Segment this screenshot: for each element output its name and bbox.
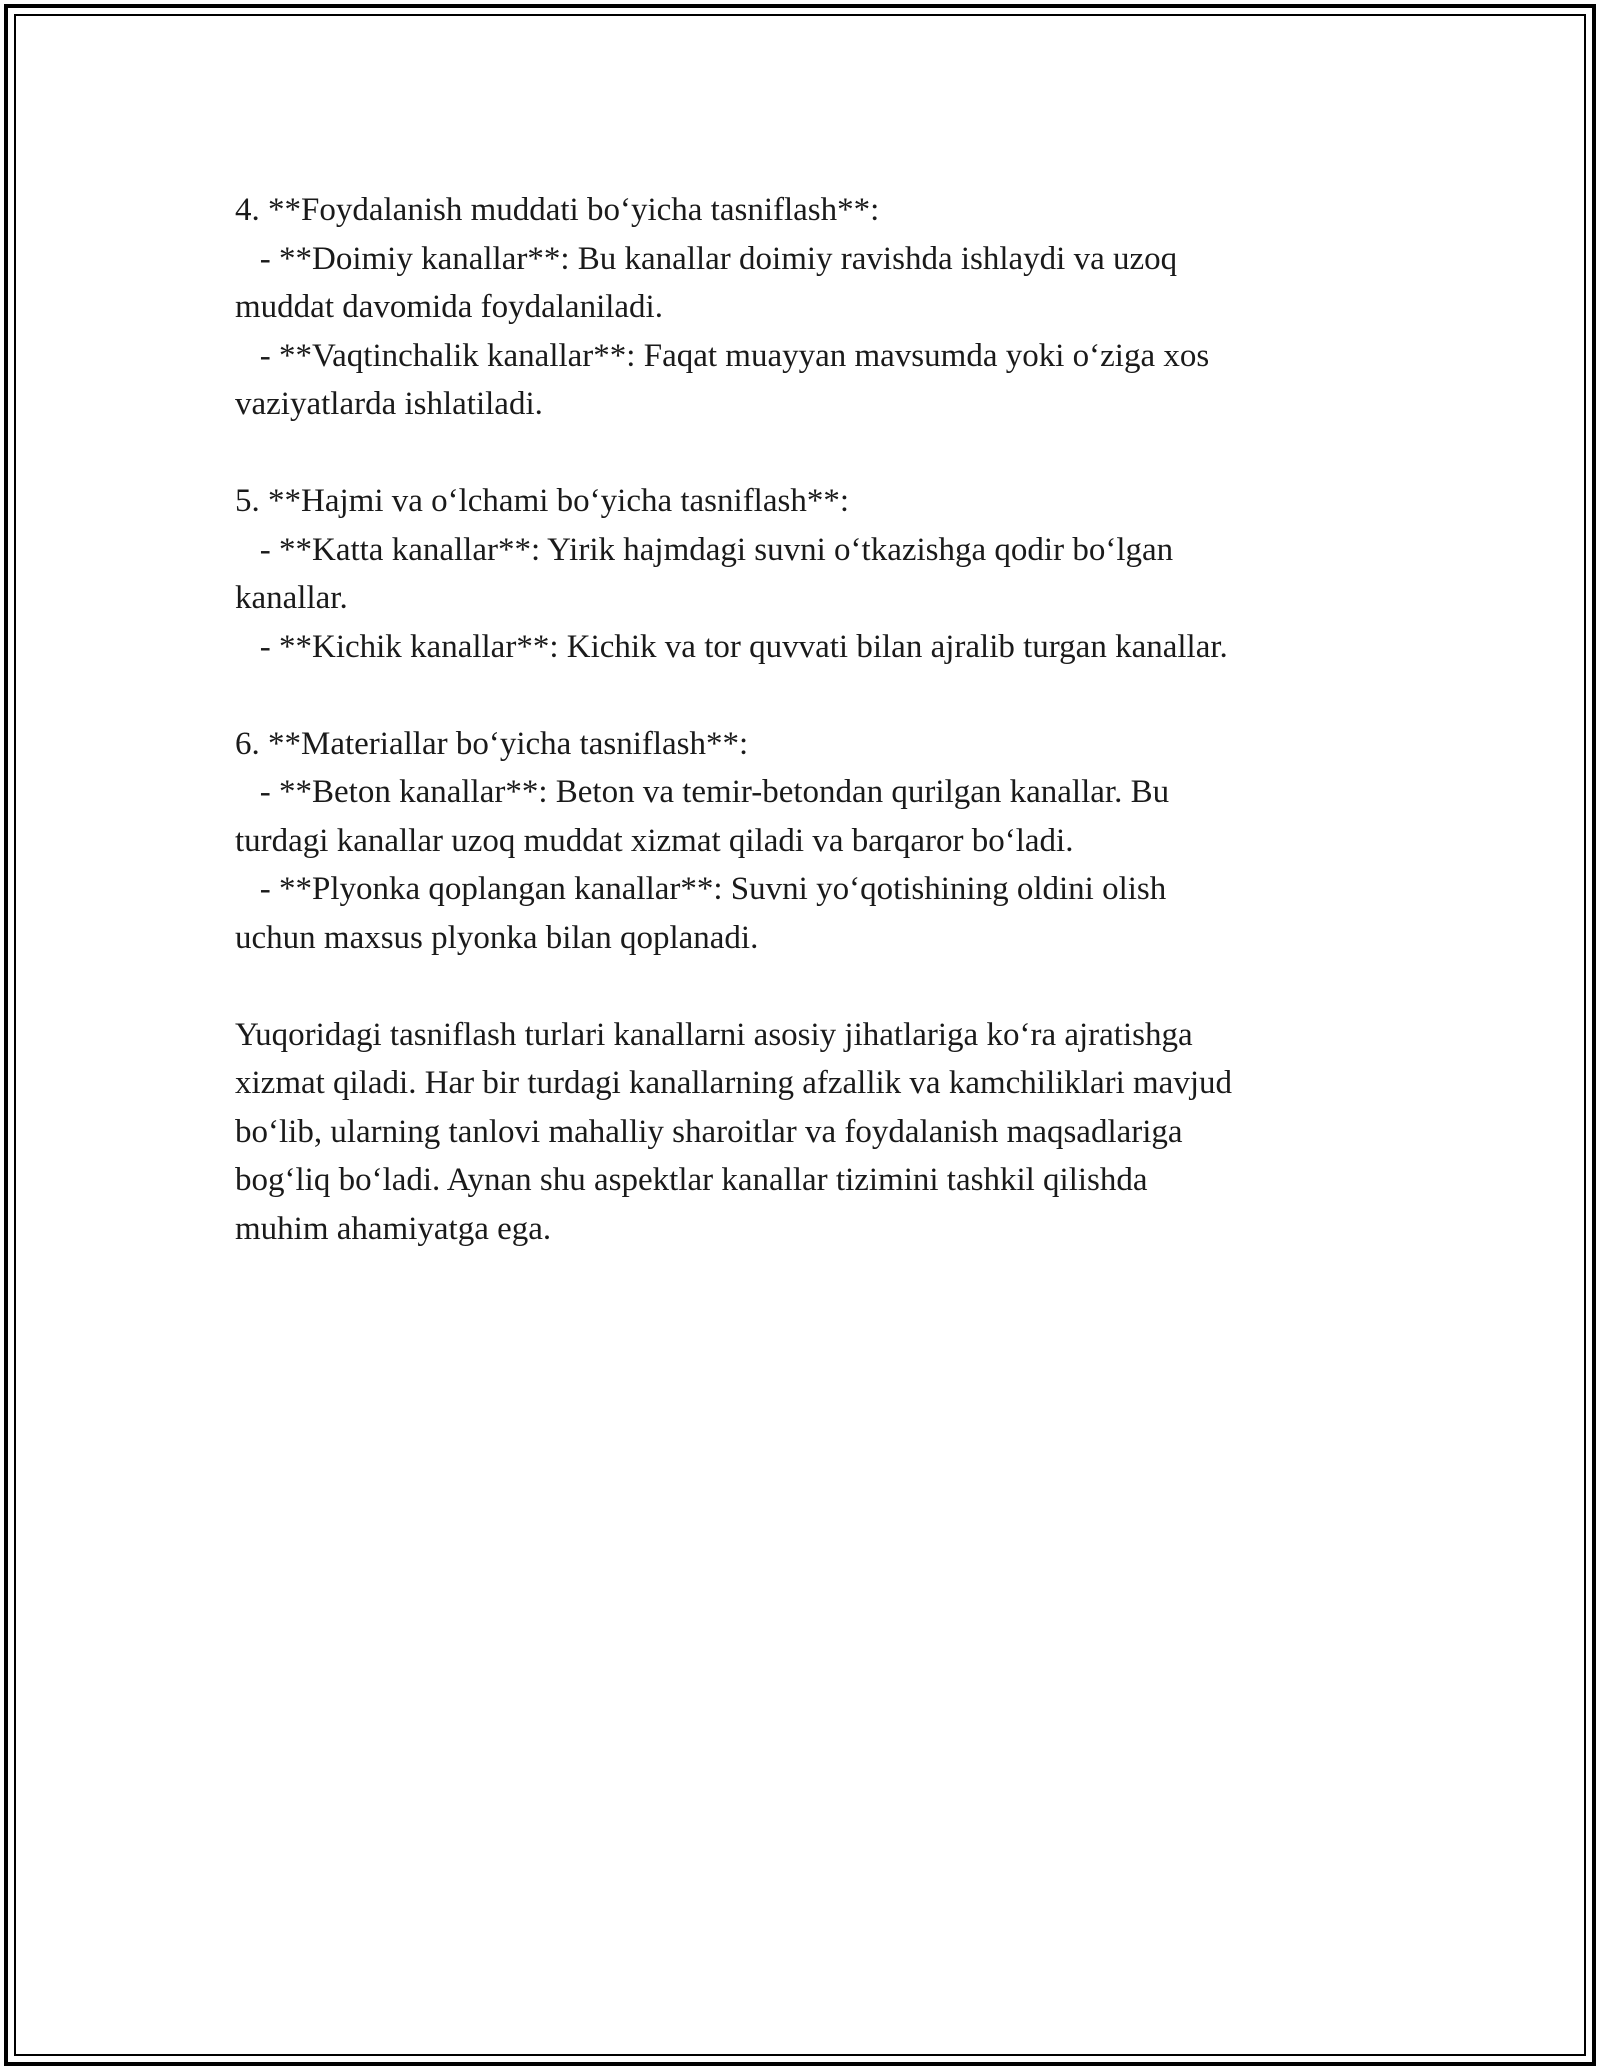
section-6 [235,720,1365,963]
section-heading: 4. **Foydalanish muddati bo‘yicha tasniflash**: [235,192,880,228]
document-body [235,186,1365,1253]
list-item-line: - **Kichik kanallar**: Kichik va tor quvvati bilan ajralib turgan kanallar. [235,628,1228,665]
paragraph-gap [235,429,1365,478]
list-item-line: vaziyatlarda ishlatiladi. [235,386,543,422]
list-item-line: - **Vaqtinchalik kanallar**: Faqat muayyan mavsumda yoki o‘ziga xos [235,337,1210,374]
list-item-line: muddat davomida foydalaniladi. [235,289,663,325]
list-item-line: - **Doimiy kanallar**: Bu kanallar doimiy ravishda ishlaydi va uzoq [235,240,1178,277]
conclusion-paragraph [235,1011,1365,1254]
paragraph-line: bo‘lib, ularning tanlovi mahalliy sharoitlar va foydalanish maqsadlariga [235,1113,1183,1150]
list-item-line: - **Katta kanallar**: Yirik hajmdagi suvni o‘tkazishga qodir bo‘lgan [235,531,1174,568]
list-item-line: turdagi kanallar uzoq muddat xizmat qiladi va barqaror bo‘ladi. [235,822,1074,859]
paragraph-line: muhim ahamiyatga ega. [235,1210,552,1247]
list-item-line: - **Beton kanallar**: Beton va temir-betondan qurilgan kanallar. Bu [235,774,1170,810]
section-heading: 5. **Hajmi va o‘lchami bo‘yicha tasniflash**: [235,483,850,519]
section-5 [235,477,1365,671]
paragraph-line: Yuqoridagi tasniflash turlari kanallarni asosiy jihatlariga ko‘ra ajratishga [235,1016,1193,1053]
paragraph-line: xizmat qiladi. Har bir turdagi kanallarning afzallik va kamchiliklari mavjud [235,1065,1232,1101]
paragraph-gap [235,962,1365,1011]
paragraph-gap [235,671,1365,720]
list-item-line: uchun maxsus plyonka bilan qoplanadi. [235,919,759,956]
section-4 [235,186,1365,429]
list-item-line: kanallar. [235,580,348,616]
paragraph-line: bog‘liq bo‘ladi. Aynan shu aspektlar kanallar tizimini tashkil qilishda [235,1162,1148,1198]
section-heading: 6. **Materiallar bo‘yicha tasniflash**: [235,725,749,762]
list-item-line: - **Plyonka qoplangan kanallar**: Suvni yo‘qotishining oldini olish [235,871,1167,907]
